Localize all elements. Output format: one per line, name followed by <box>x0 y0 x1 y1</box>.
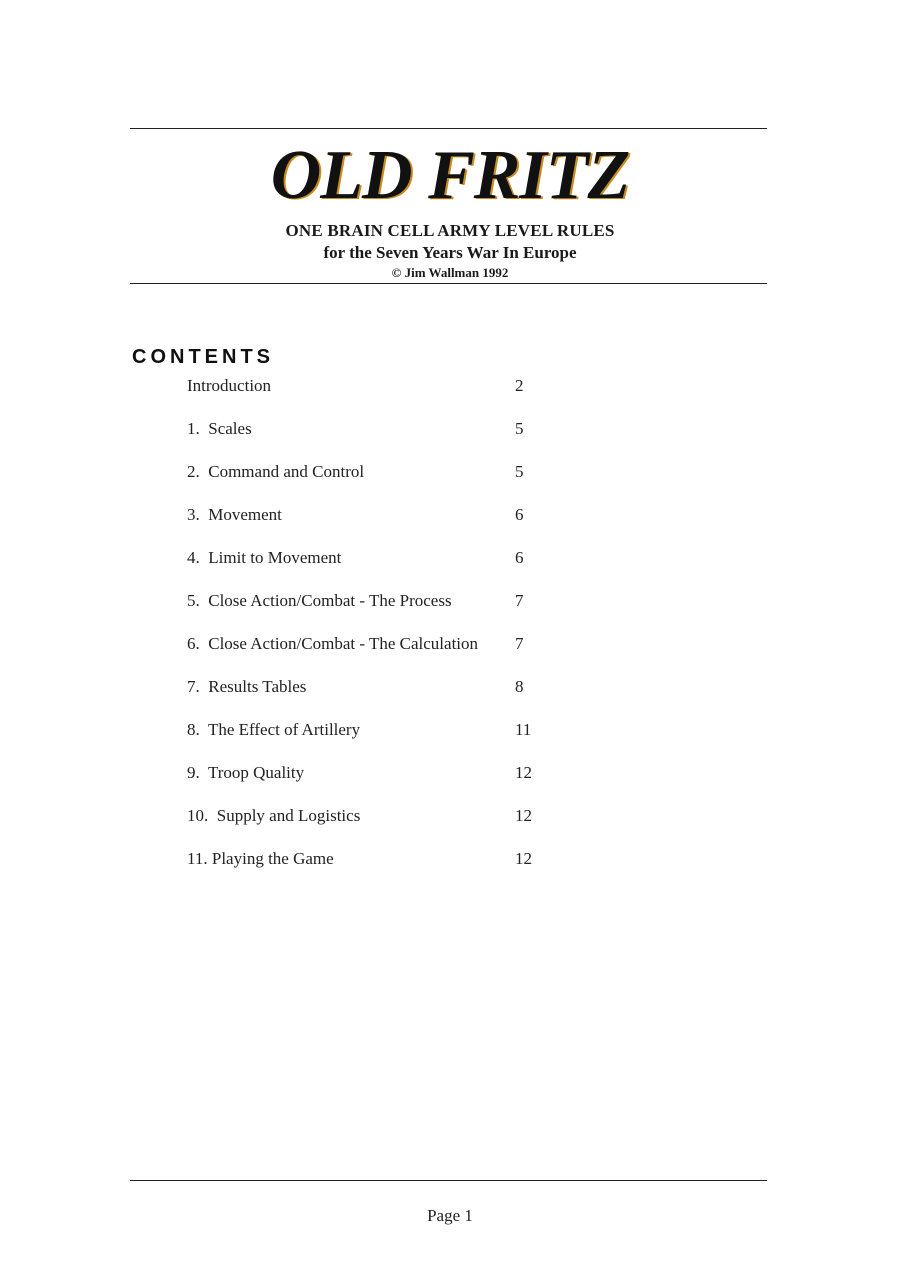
toc-entry-page: 5 <box>515 419 524 438</box>
toc-entry-page: 7 <box>515 634 524 653</box>
document-tagline: for the Seven Years War In Europe <box>323 243 577 262</box>
header-bottom-rule <box>130 283 767 284</box>
toc-entry-title: 6. Close Action/Combat - The Calculation <box>187 634 479 653</box>
toc-entry <box>187 762 567 805</box>
toc-entry-title: 11. Playing the Game <box>187 849 334 868</box>
page-number: Page 1 <box>427 1206 473 1225</box>
toc-entry <box>187 676 567 719</box>
toc-entry-title: 9. Troop Quality <box>187 763 305 782</box>
toc-entry <box>187 719 567 762</box>
toc-entry-page: 12 <box>515 806 532 825</box>
toc-entry-page: 2 <box>515 376 524 395</box>
document-subtitle: ONE BRAIN CELL ARMY LEVEL RULES <box>285 221 615 240</box>
toc-entry-title: 10. Supply and Logistics <box>187 806 361 825</box>
toc-entry-page: 6 <box>515 505 524 524</box>
contents-heading: CONTENTS <box>132 346 274 368</box>
toc-entry-page: 8 <box>515 677 524 696</box>
toc-entry <box>187 633 567 676</box>
toc-entry-title: 3. Movement <box>187 505 282 524</box>
toc-entry-title: 5. Close Action/Combat - The Process <box>187 591 452 610</box>
toc-entry <box>187 418 567 461</box>
toc-entry <box>187 805 567 848</box>
toc-entry <box>187 547 567 590</box>
toc-entry-title: 7. Results Tables <box>187 677 307 696</box>
toc-entry-page: 12 <box>515 849 532 868</box>
footer-rule <box>130 1180 767 1181</box>
header-top-rule <box>130 128 767 129</box>
document-title: OLD FRITZ <box>270 137 630 214</box>
toc-entry <box>187 504 567 547</box>
toc-entry-page: 5 <box>515 462 524 481</box>
toc-entry-title: 8. The Effect of Artillery <box>187 720 361 739</box>
toc-entry <box>187 848 567 891</box>
toc-entry-title: Introduction <box>187 376 272 395</box>
copyright-notice: © Jim Wallman 1992 <box>391 265 509 280</box>
table-of-contents <box>187 375 567 891</box>
toc-entry <box>187 461 567 504</box>
toc-entry-title: 4. Limit to Movement <box>187 548 342 567</box>
toc-entry-page: 7 <box>515 591 524 610</box>
toc-entry-title: 1. Scales <box>187 419 252 438</box>
toc-entry-page: 11 <box>515 720 532 739</box>
toc-entry-title: 2. Command and Control <box>187 462 365 481</box>
toc-entry <box>187 375 567 418</box>
toc-entry <box>187 590 567 633</box>
toc-entry-page: 6 <box>515 548 524 567</box>
toc-entry-page: 12 <box>515 763 532 782</box>
